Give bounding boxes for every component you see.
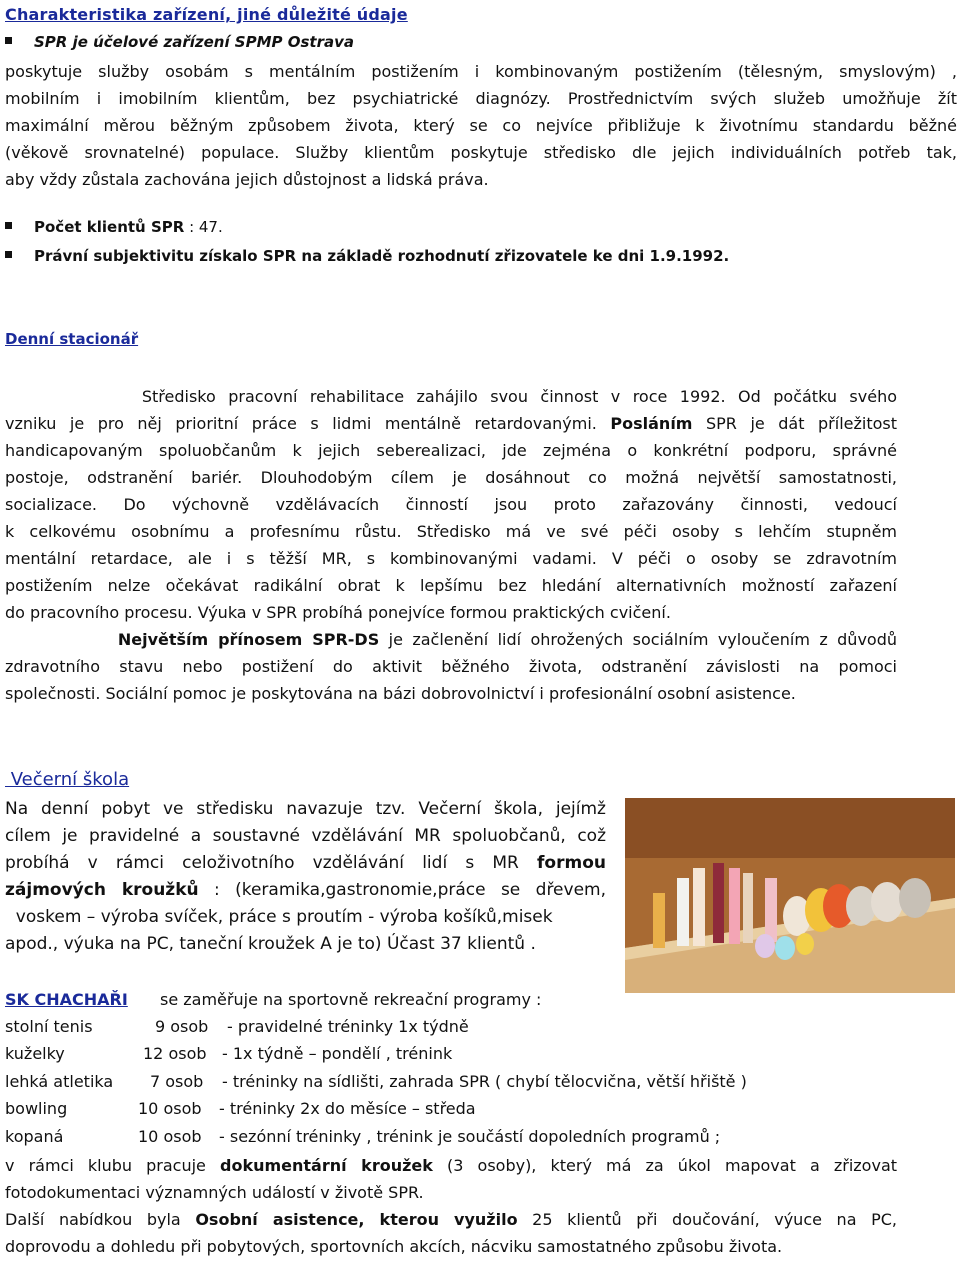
sport-name: stolní tenis <box>5 1017 93 1036</box>
line-text: je začlenění lidí ohrožených sociálním vyloučením z důvodů <box>379 630 898 649</box>
sport-name: bowling <box>5 1099 68 1118</box>
section-heading-evening-school: Večerní škola <box>5 769 130 790</box>
paragraph-line: socializace. Do výchovně vzdělávacích činností jsou proto zařazovány činnosti, vedoucí <box>5 495 897 514</box>
paragraph-line: mobilním i imobilním klientům, bez psychiatrické diagnózy. Prostřednictvím svých služeb umožňuje žít <box>5 89 957 108</box>
bold-text: dokumentární kroužek <box>220 1156 433 1175</box>
paragraph-line <box>5 1152 897 1179</box>
paragraph-line: postižením nelze očekávat radikální obrat k lepšímu bez hledání alternativních možností zařazení <box>5 576 897 595</box>
section-heading-sport-club: SK CHACHAŘI <box>5 990 128 1009</box>
paragraph-line: maximální měrou běžným způsobem života, který se co nejvíce přibližuje k životnímu standardu běžné <box>5 116 957 135</box>
bullet-item-legal-status <box>5 247 729 265</box>
bullet-item-spr <box>5 33 354 51</box>
paragraph-club <box>5 1152 897 1260</box>
sport-name: lehká atletika <box>5 1072 114 1091</box>
paragraph-line: postoje, odstranění bariér. Dlouhodobým cílem je dosáhnout co možná největší samostatnosti, <box>5 468 897 487</box>
line-text: : (keramika,gastronomie,práce se dřevem, <box>198 880 607 900</box>
paragraph-evening-school <box>5 796 606 958</box>
sport-club-intro: se zaměřuje na sportovně rekreační programy : <box>160 990 542 1009</box>
paragraph-line: Středisko pracovní rehabilitace zahájilo svou činnost v roce 1992. Od počátku svého <box>5 387 897 406</box>
bullet-text-bold: Počet klientů SPR <box>34 218 185 236</box>
bold-text: formou <box>537 853 606 873</box>
paragraph-line: do pracovního procesu. Výuka v SPR probíhá ponejvíce formou praktických cvičení. <box>5 603 671 622</box>
bullet-item-client-count <box>5 218 223 236</box>
paragraph-line: společnosti. Sociální pomoc je poskytována na bázi dobrovolnictví i profesionální osobní asistence. <box>5 684 796 703</box>
bold-text: Posláním <box>610 414 693 433</box>
sport-count: 10 osob <box>138 1099 202 1118</box>
sport-count: 10 osob <box>138 1127 202 1146</box>
paragraph-line <box>5 410 897 437</box>
paragraph-line: k celkovému osobnímu a profesnímu růstu. Středisko má ve své péči osoby s lehčím stupněm <box>5 522 897 541</box>
line-text: Další nabídkou byla <box>5 1210 196 1229</box>
paragraph-line: aby vždy zůstala zachována jejich důstojnost a lidská práva. <box>5 170 489 189</box>
bold-text: Osobní asistence, kterou využilo <box>195 1210 518 1229</box>
sport-desc: - 1x týdně – pondělí , trénink <box>222 1044 453 1063</box>
paragraph-line: fotodokumentaci významných událostí v životě SPR. <box>5 1183 424 1202</box>
paragraph-line: zdravotního stavu nebo postižení do aktivit běžného života, odstranění závislosti na pomoci <box>5 657 897 676</box>
sport-count: 9 osob <box>155 1017 209 1036</box>
line-text <box>5 630 118 649</box>
bold-text: Největším přínosem SPR-DS <box>117 630 380 649</box>
bullet-square-icon <box>5 222 12 229</box>
section-heading-day-center: Denní stacionář <box>5 330 139 348</box>
sport-name: kopaná <box>5 1127 64 1146</box>
sport-desc: - tréninky na sídlišti, zahrada SPR ( chybí tělocvična, větší hřiště ) <box>222 1072 747 1091</box>
paragraph-day-center <box>5 383 897 707</box>
line-text: probíhá v rámci celoživotního vzdělávání lidí s MR <box>5 853 538 873</box>
paragraph-line: apod., výuka na PC, taneční kroužek A je to) Účast 37 klientů . <box>5 934 536 954</box>
sport-count: 7 osob <box>150 1072 204 1091</box>
paragraph-line: doprovodu a dohledu při pobytových, sportovních akcích, nácviku samostatného způsobu života. <box>5 1237 783 1256</box>
paragraph-line: cílem je pravidelné a soustavné vzdělávání MR spoluobčanů, což <box>5 826 606 846</box>
sport-desc: - pravidelné tréninky 1x týdně <box>227 1017 469 1036</box>
bullet-text: Právní subjektivitu získalo SPR na základě rozhodnutí zřizovatele ke dni 1.9.1992. <box>34 247 730 265</box>
bullet-square-icon <box>5 251 12 258</box>
sport-count: 12 osob <box>143 1044 207 1063</box>
bold-text: zájmových kroužků <box>5 880 199 900</box>
line-text: vzniku je pro něj prioritní práce s lidmi mentálně retardovanými. <box>5 414 611 433</box>
paragraph-line: poskytuje služby osobám s mentálním postižením i kombinovaným postižením (tělesným, smyslovým) , <box>5 62 957 81</box>
bullet-square-icon <box>5 37 12 44</box>
paragraph-line: voskem – výroba svíček, práce s proutím - výroba košíků,misek <box>5 907 553 927</box>
line-text: (3 osoby), který má za úkol mapovat a zřizovat <box>432 1156 898 1175</box>
bullet-text: SPR je účelové zařízení SPMP Ostrava <box>34 33 355 51</box>
line-text: 25 klientů při doučování, výuce na PC, <box>517 1210 897 1229</box>
sport-desc: - sezónní tréninky , trénink je součástí dopoledních programů ; <box>219 1127 721 1146</box>
paragraph-services <box>5 58 957 193</box>
paragraph-line: Na denní pobyt ve středisku navazuje tzv. Večerní škola, jejímž <box>5 799 606 819</box>
section-heading-characteristics: Charakteristika zařízení, jiné důležité údaje <box>5 5 408 24</box>
sport-name: kuželky <box>5 1044 65 1063</box>
paragraph-line: mentální retardace, ale i s těžší MR, s kombinovanými vadami. V péči o osoby se zdravotním <box>5 549 897 568</box>
paragraph-line <box>5 850 606 877</box>
candles-photo <box>625 798 955 993</box>
sport-desc: - tréninky 2x do měsíce – středa <box>219 1099 476 1118</box>
paragraph-line: handicapovaným spoluobčanům k jejich seberealizaci, jde zejména o konkrétní podporu, správné <box>5 441 897 460</box>
paragraph-line: (věkově srovnatelné) populace. Služby klientům poskytuje středisko dle jejich individuálních potřeb tak, <box>5 143 957 162</box>
paragraph-line <box>5 877 606 904</box>
paragraph-line <box>5 1206 897 1233</box>
candles-photo-illustration <box>625 798 955 993</box>
bullet-text: : 47. <box>184 218 223 236</box>
paragraph-line <box>5 626 897 653</box>
line-text: SPR je dát příležitost <box>692 414 898 433</box>
line-text: v rámci klubu pracuje <box>5 1156 220 1175</box>
